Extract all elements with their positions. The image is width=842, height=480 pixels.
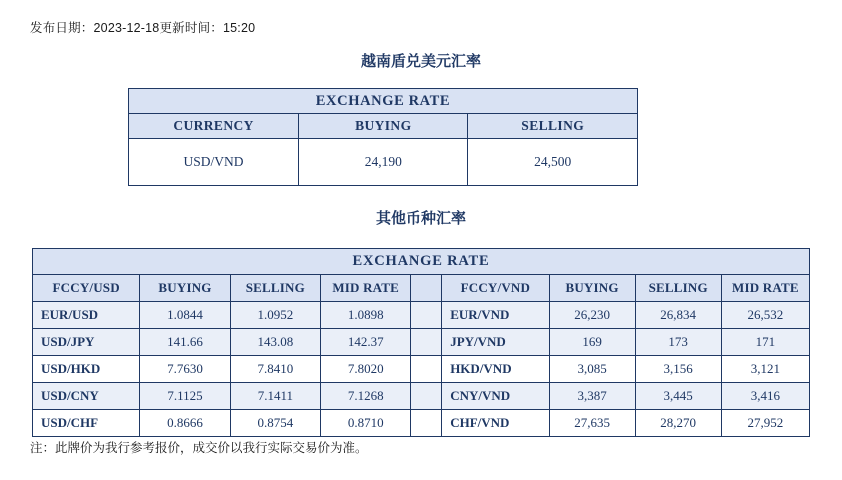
row-spacer: [411, 383, 442, 410]
cell-left-mid: 142.37: [321, 329, 411, 356]
col-right-selling: SELLING: [635, 275, 721, 302]
col-right-buying: BUYING: [549, 275, 635, 302]
publish-info: [30, 18, 255, 36]
cell-left-pair: USD/HKD: [33, 356, 140, 383]
cell-right-buying: 27,635: [549, 410, 635, 437]
cell-right-pair: JPY/VND: [442, 329, 549, 356]
table-row: [33, 302, 810, 329]
cell-right-selling: 3,156: [635, 356, 721, 383]
cell-left-pair: USD/JPY: [33, 329, 140, 356]
table-row: [33, 410, 810, 437]
cell-left-selling: 143.08: [230, 329, 320, 356]
col-selling: SELLING: [468, 114, 638, 139]
table-row: [129, 139, 638, 186]
publish-date-value: 2023-12-18: [93, 21, 160, 35]
cell-left-buying: 1.0844: [140, 302, 230, 329]
table-row: [33, 329, 810, 356]
col-right-mid-rate: MID RATE: [721, 275, 809, 302]
usd-vnd-table-wrapper: [128, 88, 638, 186]
page-title-main: 越南盾兑美元汇率: [360, 52, 481, 70]
cell-left-mid: 1.0898: [321, 302, 411, 329]
cell-selling: 24,500: [468, 139, 638, 186]
table-header-row: [129, 114, 638, 139]
cell-right-selling: 26,834: [635, 302, 721, 329]
col-left-mid-rate: MID RATE: [321, 275, 411, 302]
cell-left-pair: EUR/USD: [33, 302, 140, 329]
update-time-label: 更新时间：: [159, 21, 223, 35]
cell-right-mid: 171: [721, 329, 809, 356]
cell-currency: USD/VND: [129, 139, 299, 186]
cell-right-buying: 3,085: [549, 356, 635, 383]
cell-right-selling: 28,270: [635, 410, 721, 437]
cell-right-mid: 26,532: [721, 302, 809, 329]
cell-left-mid: 7.1268: [321, 383, 411, 410]
other-table-banner: EXCHANGE RATE: [33, 249, 810, 275]
col-fccy-vnd: FCCY/VND: [442, 275, 549, 302]
cell-right-pair: CHF/VND: [442, 410, 549, 437]
table-banner-row: [129, 89, 638, 114]
cell-left-selling: 7.8410: [230, 356, 320, 383]
other-currencies-table-wrapper: [32, 248, 810, 437]
col-left-selling: SELLING: [230, 275, 320, 302]
cell-left-selling: 7.1411: [230, 383, 320, 410]
table-banner-row: [33, 249, 810, 275]
cell-right-selling: 173: [635, 329, 721, 356]
cell-right-buying: 169: [549, 329, 635, 356]
cell-right-pair: CNY/VND: [442, 383, 549, 410]
col-left-buying: BUYING: [140, 275, 230, 302]
col-currency: CURRENCY: [129, 114, 299, 139]
cell-left-mid: 0.8710: [321, 410, 411, 437]
cell-right-selling: 3,445: [635, 383, 721, 410]
cell-right-pair: EUR/VND: [442, 302, 549, 329]
cell-left-selling: 0.8754: [230, 410, 320, 437]
footnote: 注：此牌价为我行参考报价，成交价以我行实际交易价为准。: [30, 440, 368, 455]
cell-left-buying: 0.8666: [140, 410, 230, 437]
page-title-other: 其他币种汇率: [375, 209, 466, 227]
table-header-row: [33, 275, 810, 302]
row-spacer: [411, 302, 442, 329]
column-spacer: [411, 275, 442, 302]
publish-date-label: 发布日期：: [30, 21, 94, 35]
cell-right-mid: 3,121: [721, 356, 809, 383]
cell-left-pair: USD/CHF: [33, 410, 140, 437]
other-currencies-table: [32, 248, 810, 437]
cell-left-pair: USD/CNY: [33, 383, 140, 410]
col-buying: BUYING: [299, 114, 468, 139]
cell-right-pair: HKD/VND: [442, 356, 549, 383]
table-row: [33, 356, 810, 383]
row-spacer: [411, 356, 442, 383]
update-time-value: 15:20: [222, 21, 256, 35]
cell-left-buying: 141.66: [140, 329, 230, 356]
cell-right-buying: 26,230: [549, 302, 635, 329]
table-row: [33, 383, 810, 410]
usd-vnd-table: [128, 88, 638, 186]
cell-right-buying: 3,387: [549, 383, 635, 410]
cell-buying: 24,190: [299, 139, 468, 186]
cell-left-selling: 1.0952: [230, 302, 320, 329]
cell-right-mid: 3,416: [721, 383, 809, 410]
col-fccy-usd: FCCY/USD: [33, 275, 140, 302]
main-table-banner: EXCHANGE RATE: [129, 89, 638, 114]
row-spacer: [411, 329, 442, 356]
cell-left-buying: 7.1125: [140, 383, 230, 410]
cell-left-mid: 7.8020: [321, 356, 411, 383]
cell-right-mid: 27,952: [721, 410, 809, 437]
cell-left-buying: 7.7630: [140, 356, 230, 383]
row-spacer: [411, 410, 442, 437]
